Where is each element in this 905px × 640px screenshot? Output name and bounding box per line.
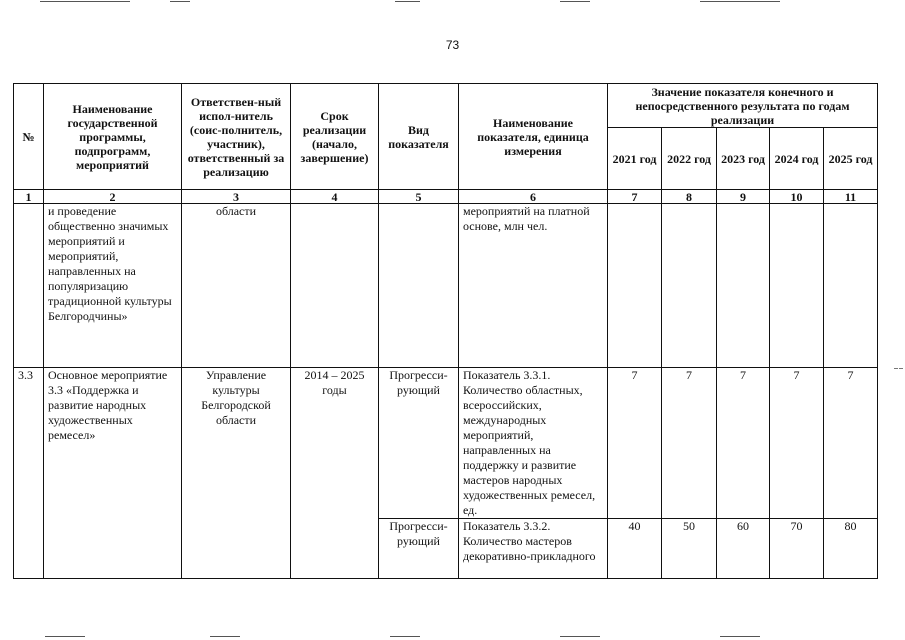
value-cell — [662, 204, 717, 368]
column-number: 1 — [14, 190, 44, 204]
value-cell — [770, 204, 824, 368]
header-values-group: Значение показателя конечного и непосредственного результата по годам реализации — [608, 84, 878, 128]
header-indicator: Наименование показателя, единица измерения — [459, 84, 608, 190]
scan-edge-line — [560, 1, 590, 2]
program-cell: и проведение общественно значимых мероприятий и мероприятий, направленных на популяризацию традиционной культуры Белгородчины» — [44, 204, 182, 368]
scan-edge-line — [560, 636, 600, 637]
scan-edge-line — [395, 1, 420, 2]
column-number: 9 — [717, 190, 770, 204]
header-year: 2025 год — [824, 128, 878, 190]
header-period: Срок реализации (начало, завершение) — [291, 84, 379, 190]
column-number: 5 — [379, 190, 459, 204]
header-year: 2022 год — [662, 128, 717, 190]
scan-edge-line — [170, 1, 190, 2]
value-cell: 7 — [824, 368, 878, 519]
value-cell: 70 — [770, 519, 824, 579]
value-cell: 40 — [608, 519, 662, 579]
value-cell — [824, 204, 878, 368]
row-num-cell — [14, 204, 44, 368]
header-num: № — [14, 84, 44, 190]
period-cell — [291, 204, 379, 368]
period-cell: 2014 – 2025 годы — [291, 368, 379, 579]
indicator-cell: мероприятий на платной основе, млн чел. — [459, 204, 608, 368]
column-number: 3 — [182, 190, 291, 204]
scan-side-mark — [899, 368, 903, 369]
type-cell: Прогресси-рующий — [379, 368, 459, 519]
value-cell: 50 — [662, 519, 717, 579]
value-cell: 7 — [662, 368, 717, 519]
scan-side-mark — [894, 368, 898, 369]
column-number: 2 — [44, 190, 182, 204]
header-year: 2024 год — [770, 128, 824, 190]
value-cell: 80 — [824, 519, 878, 579]
scan-edge-line — [210, 636, 240, 637]
value-cell — [717, 204, 770, 368]
scan-edge-line — [700, 1, 780, 2]
executor-cell: области — [182, 204, 291, 368]
value-cell: 7 — [717, 368, 770, 519]
value-cell: 60 — [717, 519, 770, 579]
column-number: 4 — [291, 190, 379, 204]
column-number: 6 — [459, 190, 608, 204]
value-cell — [608, 204, 662, 368]
table-row — [14, 204, 878, 368]
indicator-table — [13, 83, 878, 579]
table-row — [14, 368, 878, 519]
type-cell — [379, 204, 459, 368]
header-year: 2023 год — [717, 128, 770, 190]
scan-edge-line — [40, 1, 130, 2]
value-cell: 7 — [608, 368, 662, 519]
column-number: 11 — [824, 190, 878, 204]
header-executor: Ответствен-ный испол-нитель (соис-полнитель, участник), ответственный за реализацию — [182, 84, 291, 190]
row-num-cell: 3.3 — [14, 368, 44, 579]
type-cell: Прогресси-рующий — [379, 519, 459, 579]
value-cell: 7 — [770, 368, 824, 519]
column-number: 7 — [608, 190, 662, 204]
indicator-cell: Показатель 3.3.2. Количество мастеров декоративно-прикладного — [459, 519, 608, 579]
indicator-cell: Показатель 3.3.1. Количество областных, всероссийских, международных мероприятий, направленных на поддержку и развитие мастеров народных художественных ремесел, ед. — [459, 368, 608, 519]
executor-cell: Управление культуры Белгородской области — [182, 368, 291, 579]
scan-edge-line — [720, 636, 760, 637]
header-type: Вид показателя — [379, 84, 459, 190]
column-number: 8 — [662, 190, 717, 204]
scan-edge-line — [45, 636, 85, 637]
scan-edge-line — [390, 636, 420, 637]
column-number: 10 — [770, 190, 824, 204]
header-program: Наименование государственной программы, подпрограмм, мероприятий — [44, 84, 182, 190]
header-year: 2021 год — [608, 128, 662, 190]
page-number: 73 — [445, 38, 460, 52]
program-cell: Основное мероприятие 3.3 «Поддержка и развитие народных художественных ремесел» — [44, 368, 182, 579]
